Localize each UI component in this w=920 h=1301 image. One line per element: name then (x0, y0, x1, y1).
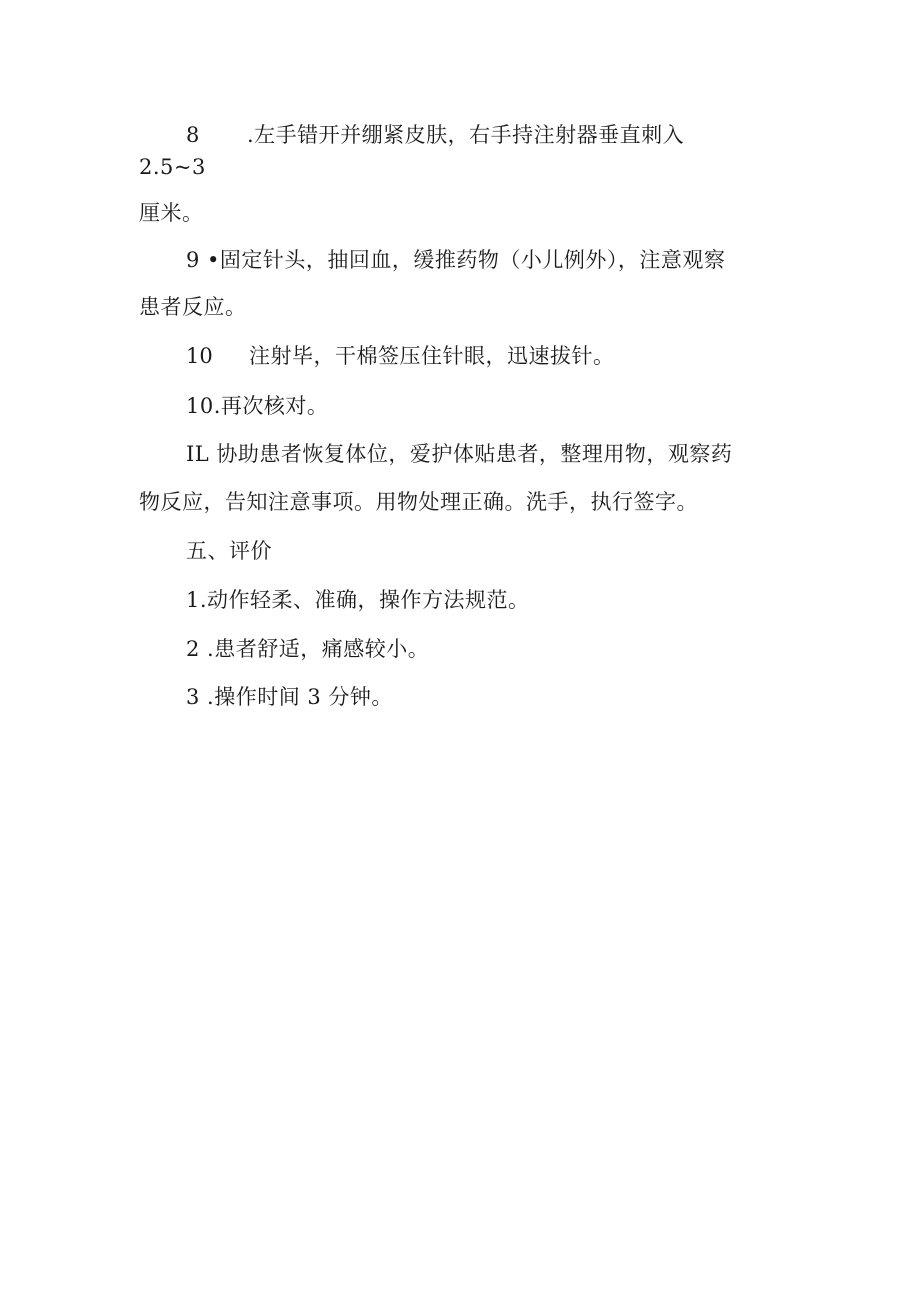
step-9-line-1: 9 •固定针头，抽回血，缓推药物（小儿例外），注意观察 (186, 248, 726, 272)
step-8-number: 8 (186, 123, 200, 147)
section-heading-evaluation: 五、评价 (186, 539, 272, 563)
step-10-text: 注射毕，干棉签压住针眼，迅速拔针。 (249, 344, 615, 368)
step-11-line-1: IL 协助患者恢复体位，爱护体贴患者，整理用物，观察药 (186, 442, 733, 466)
step-10-number: 10 (186, 344, 213, 368)
step-8-text: .左手错开并绷紧皮肤，右手持注射器垂直刺入 (247, 123, 685, 147)
evaluation-item-2: 2 .患者舒适，痛感较小。 (186, 637, 430, 661)
evaluation-item-3: 3 .操作时间 3 分钟。 (186, 685, 393, 709)
evaluation-item-1: 1.动作轻柔、准确，操作方法规范。 (186, 588, 530, 612)
step-8-unit: 厘米。 (139, 201, 204, 225)
step-10-recheck: 10.再次核对。 (186, 394, 329, 418)
step-11-line-2: 物反应，告知注意事项。用物处理正确。洗手，执行签字。 (139, 490, 698, 514)
step-8-depth: 2.5~3 (139, 155, 206, 179)
step-9-line-2: 患者反应。 (139, 295, 247, 319)
